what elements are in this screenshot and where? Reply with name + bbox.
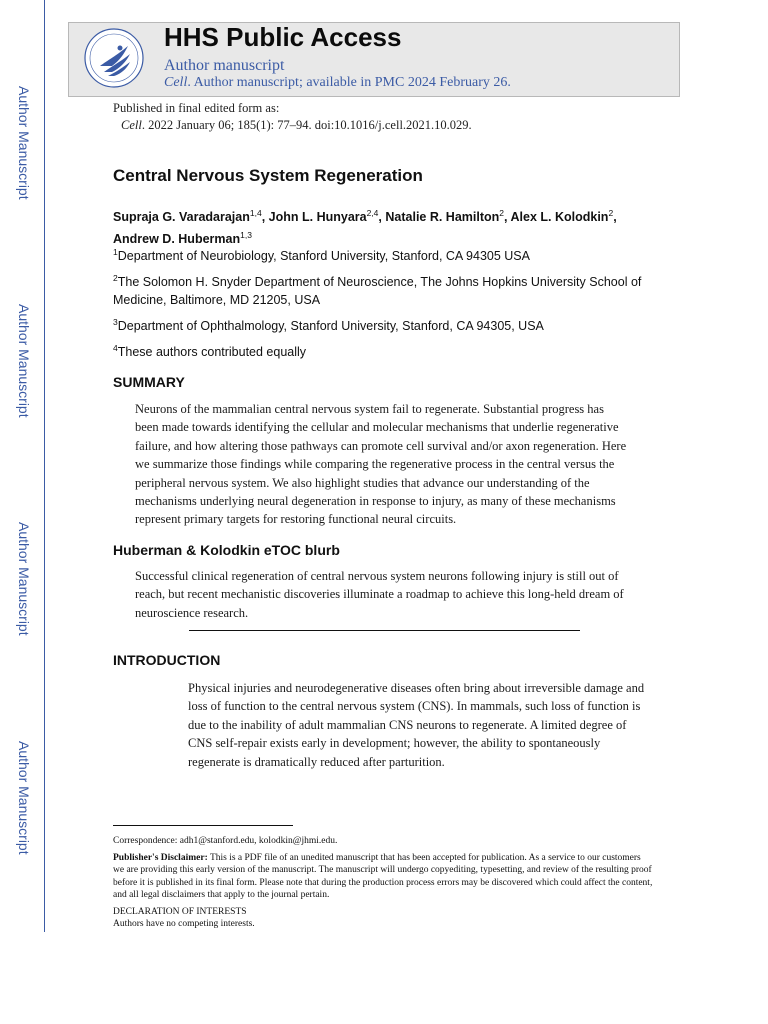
journal-name: Cell (164, 75, 188, 90)
affiliation-marker: 3 (113, 317, 118, 327)
published-label: Published in final edited form as: (113, 101, 280, 115)
author-manuscript-sidebar (0, 0, 46, 932)
author-affiliation-marker: 2 (499, 208, 505, 218)
etoc-text: Successful clinical regeneration of central nervous system neurons following injury is still out of reach, but recent mechanistic discoveries illuminate a roadmap to achieve this long-held dream of neuroscience research. (135, 569, 624, 620)
disclaimer-label: Publisher's Disclaimer: (113, 852, 208, 863)
affiliation-marker: 2 (113, 273, 118, 283)
affiliation (113, 339, 673, 361)
citation (113, 117, 472, 134)
author-affiliation-marker: 2 (608, 208, 614, 218)
publication-info (113, 100, 472, 134)
affiliation-text: These authors contributed equally (117, 345, 307, 360)
affiliation (113, 269, 673, 309)
sidebar-label: Author Manuscript (16, 304, 32, 418)
author-affiliation-marker: 1,4 (249, 208, 262, 218)
author-manuscript-label: Author manuscript (164, 57, 285, 74)
author-affiliation-marker: 1,3 (240, 230, 252, 241)
journal-availability (164, 75, 511, 91)
author-name: John L. Hunyara (268, 210, 367, 225)
sidebar-label: Author Manuscript (16, 86, 32, 200)
summary-text: Neurons of the mammalian central nervous system fail to regenerate. Substantial progress has been made towards identifying the cellular and molecular mechanisms that underlie regenerative failure, and how altering those pathways can promote cell survival and/or axon regeneration. Here we summarize those findings while comparing the regenerative process in the central versus the peripheral nervous system. We also highlight studies that advance our understanding of the mechanisms underlying neural degeneration in response to injury, as many of these mechanisms represent primary targets for restoring functional neural circuits. (135, 402, 627, 527)
affiliation-marker: 4 (113, 343, 118, 353)
affiliation-text: The Solomon H. Snyder Department of Neuroscience, The Johns Hopkins University School of Medicine, Baltimore, MD 21205, USA (113, 275, 642, 308)
disclaimer-text: This is a PDF file of an unedited manuscript that has been accepted for publication. As a service to our customers we are providing this early version of the manuscript. The manuscript will undergo copyediting, typesetting, and review of the resulting proof before it is published in its final form. Please note that during the production process errors may be discovered which could affect the content, and all legal disclaimers that apply to the journal pertain. (113, 852, 653, 900)
publisher-disclaimer (113, 852, 653, 902)
declaration-heading: DECLARATION OF INTERESTS (113, 906, 247, 917)
sidebar-divider (44, 0, 45, 932)
affiliation (113, 313, 673, 335)
affiliation-marker: 1 (113, 247, 118, 257)
footnote-divider (113, 825, 293, 826)
author-affiliation-marker: 2,4 (366, 208, 379, 218)
author-name: Natalie R. Hamilton (385, 210, 500, 225)
article-title: Central Nervous System Regeneration (113, 166, 423, 185)
author-name: Andrew D. Huberman (113, 232, 241, 247)
declaration-text: Authors have no competing interests. (113, 919, 255, 929)
sidebar-label: Author Manuscript (16, 522, 32, 636)
author-name: Alex L. Kolodkin (510, 210, 609, 225)
citation-journal: Cell (121, 118, 142, 132)
etoc-heading: Huberman & Kolodkin eTOC blurb (113, 542, 340, 558)
footnotes (113, 835, 653, 931)
section-divider (189, 630, 580, 631)
affiliation-text: Department of Ophthalmology, Stanford University, Stanford, CA 94305, USA (117, 319, 544, 334)
hhs-public-access-title: HHS Public Access (164, 22, 402, 52)
introduction-heading: INTRODUCTION (113, 652, 221, 668)
citation-details: . 2022 January 06; 185(1): 77–94. doi:10.1016/j.cell.2021.10.029. (141, 118, 472, 132)
hhs-eagle-icon (82, 26, 146, 90)
affiliation-text: Department of Neurobiology, Stanford University, Stanford, CA 94305 USA (117, 249, 530, 264)
summary-heading: SUMMARY (113, 374, 185, 390)
availability-text: . Author manuscript; available in PMC 2024 February 26. (187, 75, 511, 90)
introduction-text: Physical injuries and neurodegenerative diseases often bring about irreversible damage and loss of function to the central nervous system (CNS). In mammals, such loss of function is due to the inability of adult mammalian CNS neurons to regenerate. A limited degree of CNS self-repair exists early in development; however, the ability to spontaneously regenerate is dramatically reduced after parturition. (188, 681, 645, 769)
author-list: Supraja G. Varadarajan$^{1,4}$, John L. Hunyara$^{2,4}$, Natalie R. Hamilton$^2$, Alex L. Kolodkin$^2$, Andrew D. Huberman$^{1,3}$ (113, 208, 617, 247)
affiliation (113, 243, 673, 265)
author-name: Supraja G. Varadarajan (113, 210, 250, 225)
sidebar-label: Author Manuscript (16, 741, 32, 855)
correspondence: Correspondence: adh1@stanford.edu, kolodkin@jhmi.edu. (113, 836, 338, 846)
